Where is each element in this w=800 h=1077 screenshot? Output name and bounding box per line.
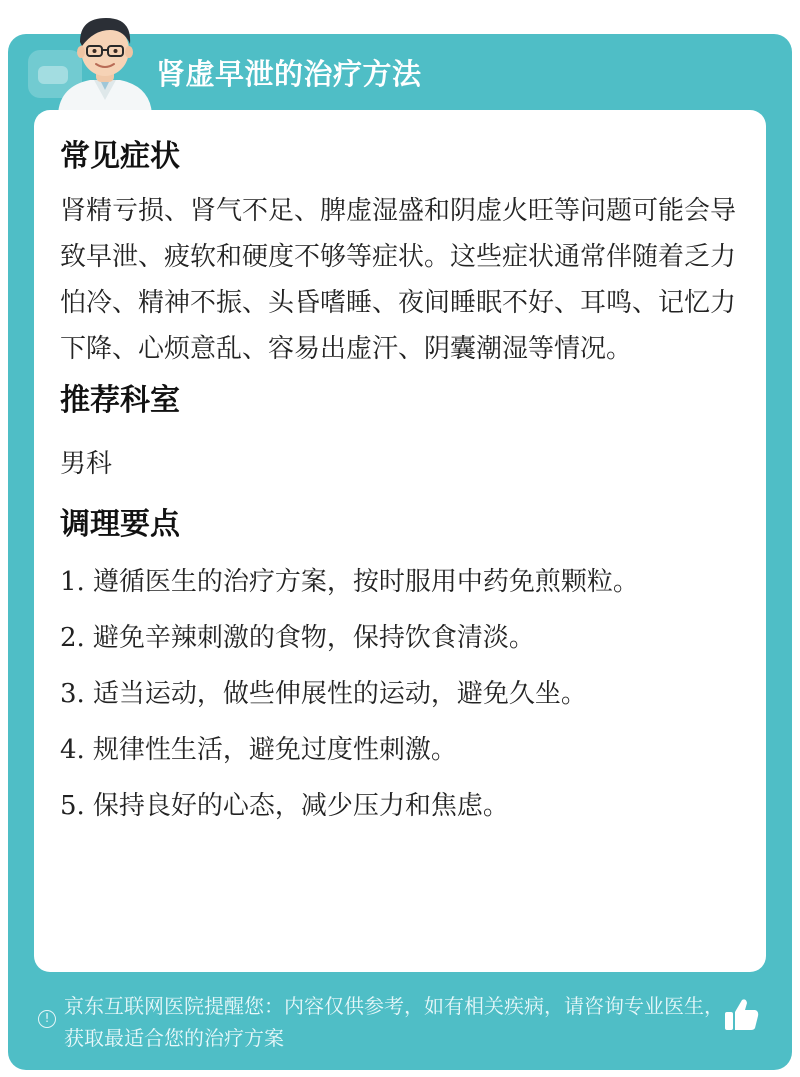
list-item-text: 规律性生活，避免过度性刺激。 <box>92 735 457 765</box>
list-item-text: 遵循医生的治疗方案，按时服用中药免煎颗粒。 <box>92 567 639 597</box>
info-icon: ! <box>38 1010 56 1028</box>
list-item-number: 3. <box>60 679 85 709</box>
thumbs-up-icon[interactable] <box>722 996 762 1034</box>
list-item-text: 保持良好的心态，减少压力和焦虑。 <box>92 791 509 821</box>
list-item <box>60 672 740 716</box>
page-title: 肾虚早泄的治疗方法 <box>156 57 422 91</box>
doctor-avatar <box>50 8 160 114</box>
list-item <box>60 616 740 660</box>
list-item-number: 1. <box>60 567 85 597</box>
list-item-text: 适当运动，做些伸展性的运动，避免久坐。 <box>92 679 587 709</box>
department-heading: 推荐科室 <box>60 383 180 418</box>
symptoms-text: 肾精亏损、肾气不足、脾虚湿盛和阴虚火旺等问题可能会导致早泄、疲软和硬度不够等症状。这些症状通常伴随着乏力怕冷、精神不振、头昏嗜睡、夜间睡眠不好、耳鸣、记忆力下降、心烦意乱、容易出虚汗、阴囊潮湿等情况。 <box>60 196 737 364</box>
list-item <box>60 784 740 828</box>
care-heading: 调理要点 <box>60 507 180 542</box>
disclaimer-text: 京东互联网医院提醒您：内容仅供参考，如有相关疾病，请咨询专业医生，获取最适合您的治疗方案 <box>64 994 724 1050</box>
list-item-number: 5. <box>60 791 85 821</box>
list-item <box>60 728 740 772</box>
list-item-text: 避免辛辣刺激的食物，保持饮食清淡。 <box>92 623 535 653</box>
care-list <box>60 560 740 828</box>
department-value: 男科 <box>60 449 113 479</box>
symptoms-heading: 常见症状 <box>60 139 180 174</box>
disclaimer <box>38 990 728 1054</box>
list-item <box>60 560 740 604</box>
list-item-number: 2. <box>60 623 85 653</box>
list-item-number: 4. <box>60 735 85 765</box>
content-panel <box>34 110 766 972</box>
